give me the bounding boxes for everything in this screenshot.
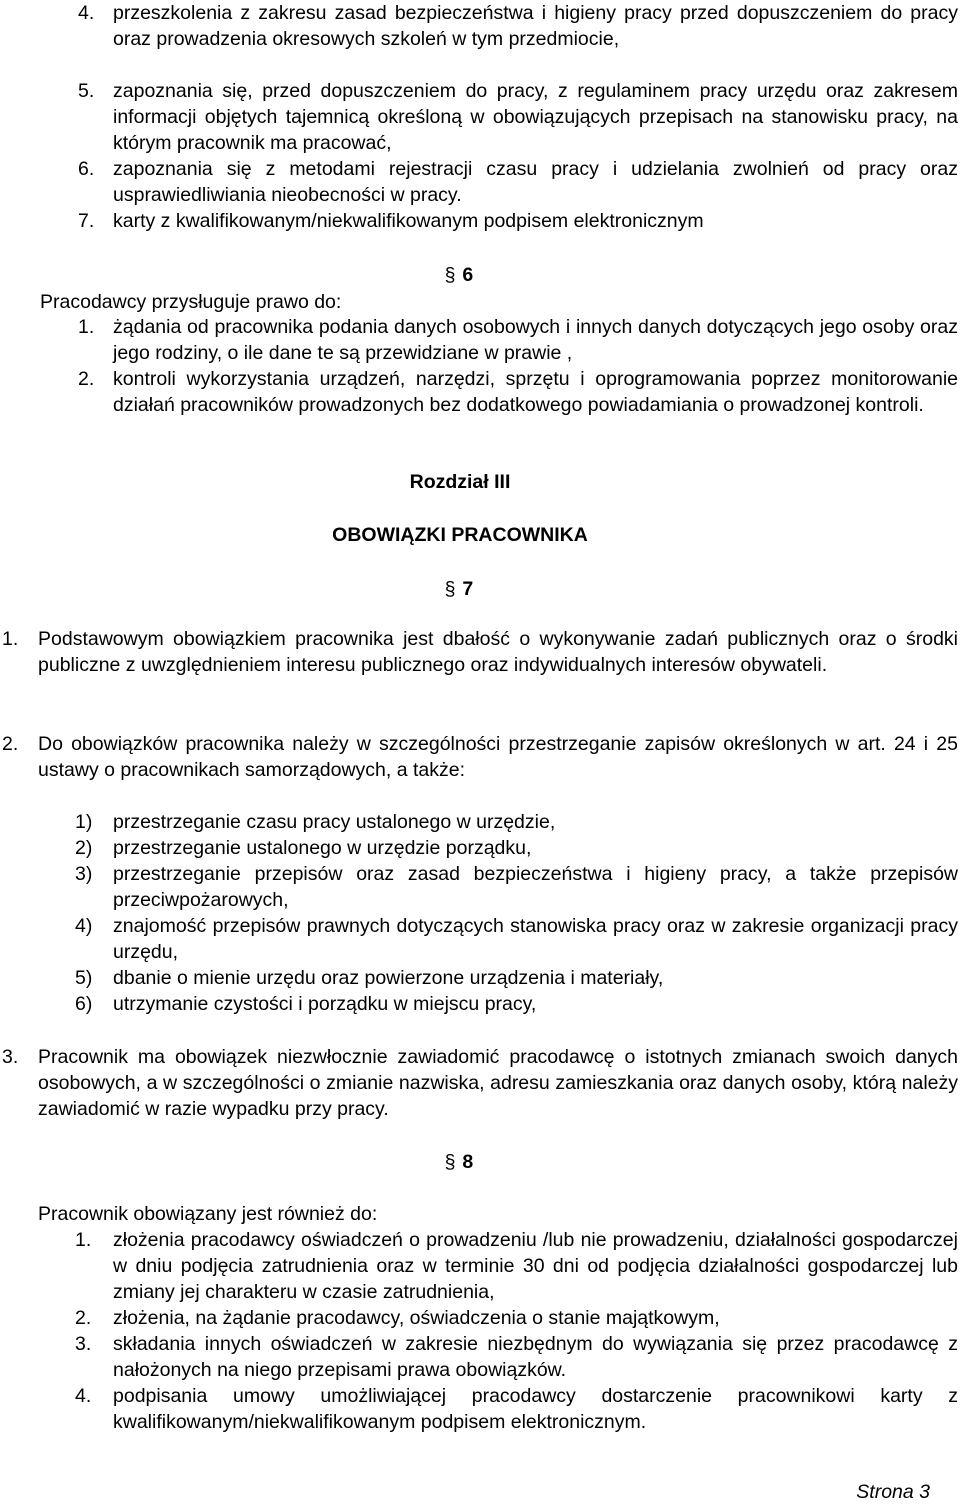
paragraph <box>2 1044 958 1122</box>
list-item-number: 5) <box>75 967 93 989</box>
list-item-number: 4. <box>75 1385 92 1407</box>
list-item-number: 6) <box>75 993 93 1015</box>
section-intro: Pracodawcy przysługuje prawo do: <box>40 291 342 313</box>
paragraph <box>2 626 958 678</box>
list-item-text: karty z kwalifikowanym/niekwalifikowanym podpisem elektronicznym <box>113 210 704 232</box>
section-number: 6 <box>462 264 474 286</box>
list-item-number: 2. <box>78 368 95 390</box>
paragraph-number: 2. <box>2 733 19 755</box>
section-number: 8 <box>462 1151 474 1173</box>
list-item-number: 1. <box>78 316 95 338</box>
list-item-number: 3. <box>75 1333 92 1355</box>
list-item-number: 3) <box>75 863 93 885</box>
list-item-text: przestrzeganie ustalonego w urzędzie porządku, <box>113 837 532 859</box>
list-item-text: przeszkolenia z zakresu zasad bezpieczeństwa i higieny pracy przed dopuszczeniem do pracy oraz prowadzenia okresowych szkoleń w tym przedmiocie, <box>113 2 958 50</box>
paragraph-text: Do obowiązków pracownika należy w szczególności przestrzeganie zapisów określonych w art. 24 i 25 ustawy o pracownikach samorządowych, a także: <box>38 733 958 781</box>
list-item-number: 4. <box>78 2 95 24</box>
list-item-text: dbanie o mienie urzędu oraz powierzone urządzenia i materiały, <box>113 967 664 989</box>
list-item-text: kontroli wykorzystania urządzeń, narzędzi, sprzętu i oprogramowania poprzez monitorowanie działań pracowników prowadzonych bez dodatkowego powiadamiania o prowadzonej kontroli. <box>113 368 958 416</box>
list-item <box>78 208 958 234</box>
list-item-text: złożenia, na żądanie pracodawcy, oświadczenia o stanie majątkowym, <box>113 1307 720 1329</box>
list-item-text: podpisania umowy umożliwiającej pracodawcy dostarczenie pracownikowi karty z kwalifikowanym/niekwalifikowanym podpisem elektronicznym. <box>113 1385 958 1433</box>
paragraph-number: 1. <box>2 628 19 650</box>
list-item <box>75 913 958 965</box>
list-item <box>75 1227 958 1305</box>
list-item <box>75 835 958 861</box>
list-item-text: żądania od pracownika podania danych osobowych i innych danych dotyczących jego osoby oraz jego rodziny, o ile dane te są przewidziane w prawie , <box>113 316 958 364</box>
paragraph <box>2 731 958 783</box>
list-item-text: złożenia pracodawcy oświadczeń o prowadzeniu /lub nie prowadzeniu, działalności gospodarczej w dniu podjęcia zatrudnienia oraz w terminie 30 dni od podjęcia działalności gospodarczej lub zmiany jej charakteru w czasie zatrudnienia, <box>113 1229 958 1303</box>
list-item-number: 1) <box>75 811 93 833</box>
chapter-number: Rozdział III <box>409 471 511 493</box>
list-item <box>78 314 958 366</box>
list-item-text: przestrzeganie przepisów oraz zasad bezpieczeństwa i higieny pracy, a także przepisów przeciwpożarowych, <box>113 863 958 911</box>
list-item <box>75 861 958 913</box>
section-number: 7 <box>462 578 474 600</box>
list-item <box>78 0 958 52</box>
list-item <box>78 156 958 208</box>
list-item-text: przestrzeganie czasu pracy ustalonego w urzędzie, <box>113 811 556 833</box>
section-symbol: § <box>444 1151 456 1173</box>
section-intro: Pracownik obowiązany jest również do: <box>38 1203 378 1225</box>
list-item-text: znajomość przepisów prawnych dotyczących stanowiska pracy oraz w zakresie organizacji pracy urzędu, <box>113 915 958 963</box>
list-item-number: 1. <box>75 1229 92 1251</box>
list-item <box>78 78 958 156</box>
list-item-text: utrzymanie czystości i porządku w miejscu pracy, <box>113 993 537 1015</box>
chapter-title: OBOWIĄZKI PRACOWNIKA <box>332 524 588 546</box>
list-item-number: 4) <box>75 915 93 937</box>
section-heading <box>443 262 473 288</box>
list-item <box>75 809 958 835</box>
list-item <box>75 1383 958 1435</box>
page-number: Strona 3 <box>856 1481 930 1503</box>
list-item-number: 6. <box>78 158 95 180</box>
list-item <box>75 1305 958 1331</box>
section-symbol: § <box>444 264 456 286</box>
list-item-text: zapoznania się, przed dopuszczeniem do pracy, z regulaminem pracy urzędu oraz zakresem informacji objętych tajemnicą określoną w obowiązujących przepisach na stanowisku pracy, na którym pracownik ma pracować, <box>113 80 958 154</box>
list-item <box>78 366 958 418</box>
paragraph-text: Pracownik ma obowiązek niezwłocznie zawiadomić pracodawcę o istotnych zmianach swoich danych osobowych, a w szczególności o zmianie nazwiska, adresu zamieszkania oraz danych osoby, którą należy zawiadomić w razie wypadku przy pracy. <box>38 1046 958 1120</box>
list-item <box>75 1331 958 1383</box>
section-heading <box>443 576 473 602</box>
list-item <box>75 991 958 1017</box>
list-item-number: 2) <box>75 837 93 859</box>
list-item-number: 2. <box>75 1307 92 1329</box>
list-item <box>75 965 958 991</box>
list-item-number: 5. <box>78 80 95 102</box>
list-item-number: 7. <box>78 210 95 232</box>
list-item-text: składania innych oświadczeń w zakresie niezbędnym do wywiązania się przez pracodawcę z nałożonych na niego przepisami prawa obowiązków. <box>113 1333 958 1381</box>
paragraph-text: Podstawowym obowiązkiem pracownika jest dbałość o wykonywanie zadań publicznych oraz o środki publiczne z uwzględnieniem interesu publicznego oraz indywidualnych interesów obywateli. <box>38 628 958 676</box>
section-symbol: § <box>444 578 456 600</box>
section-heading <box>443 1149 473 1175</box>
paragraph-number: 3. <box>2 1046 19 1068</box>
list-item-text: zapoznania się z metodami rejestracji czasu pracy i udzielania zwolnień od pracy oraz usprawiedliwiania nieobecności w pracy. <box>113 158 958 206</box>
